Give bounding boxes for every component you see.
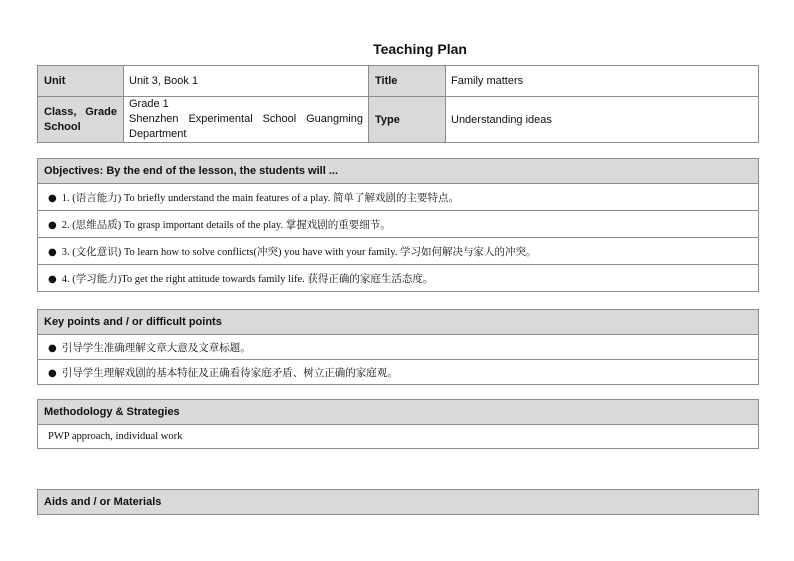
key-point-text: 引导学生理解戏剧的基本特征及正确看待家庭矛盾、树立正确的家庭观。: [61, 367, 398, 379]
methodology-text: PWP approach, individual work: [38, 425, 759, 449]
objective-text: 4. (学习能力)To get the right attitude towards family life. 获得正确的家庭生活态度。: [61, 273, 434, 285]
key-point-text: 引导学生准确理解文章大意及文章标题。: [61, 342, 251, 354]
key-points-header: Key points and / or difficult points: [38, 310, 759, 335]
objective-item: [38, 265, 759, 292]
type-label: Type: [369, 97, 446, 143]
objective-item: [38, 211, 759, 238]
bullet-icon: ●: [48, 273, 57, 285]
class-value-school: Shenzhen Experimental School Guangming Department: [129, 113, 363, 140]
title-value: Family matters: [446, 66, 759, 97]
objectives-table: [37, 158, 759, 292]
objective-item: [38, 238, 759, 265]
bullet-icon: ●: [48, 246, 57, 258]
type-value: Understanding ideas: [446, 97, 759, 143]
key-points-table: [37, 309, 759, 385]
title-label: Title: [369, 66, 446, 97]
class-label: Class, Grade School: [38, 97, 124, 143]
bullet-icon: ●: [48, 192, 57, 204]
bullet-icon: ●: [48, 367, 57, 379]
key-point-item: [38, 335, 759, 360]
info-table: [37, 65, 759, 143]
methodology-table: [37, 399, 759, 449]
bullet-icon: ●: [48, 219, 57, 231]
objective-text: 1. (语言能力) To briefly understand the main features of a play. 简单了解戏剧的主要特点。: [61, 192, 459, 204]
aids-table: [37, 489, 759, 515]
aids-header: Aids and / or Materials: [38, 490, 759, 515]
objective-text: 2. (思维品质) To grasp important details of the play. 掌握戏剧的重要细节。: [61, 219, 391, 231]
class-value: [124, 97, 369, 143]
objective-item: [38, 184, 759, 211]
objective-text: 3. (文化意识) To learn how to solve conflicts(冲突) you have with your family. 学习如何解决与家人的冲突。: [61, 246, 537, 258]
bullet-icon: ●: [48, 342, 57, 354]
objectives-header: Objectives: By the end of the lesson, the students will ...: [38, 159, 759, 184]
page-title: Teaching Plan: [373, 41, 467, 57]
class-value-grade: Grade 1: [129, 98, 169, 110]
methodology-header: Methodology & Strategies: [38, 400, 759, 425]
unit-label: Unit: [38, 66, 124, 97]
key-point-item: [38, 360, 759, 385]
unit-value: Unit 3, Book 1: [124, 66, 369, 97]
